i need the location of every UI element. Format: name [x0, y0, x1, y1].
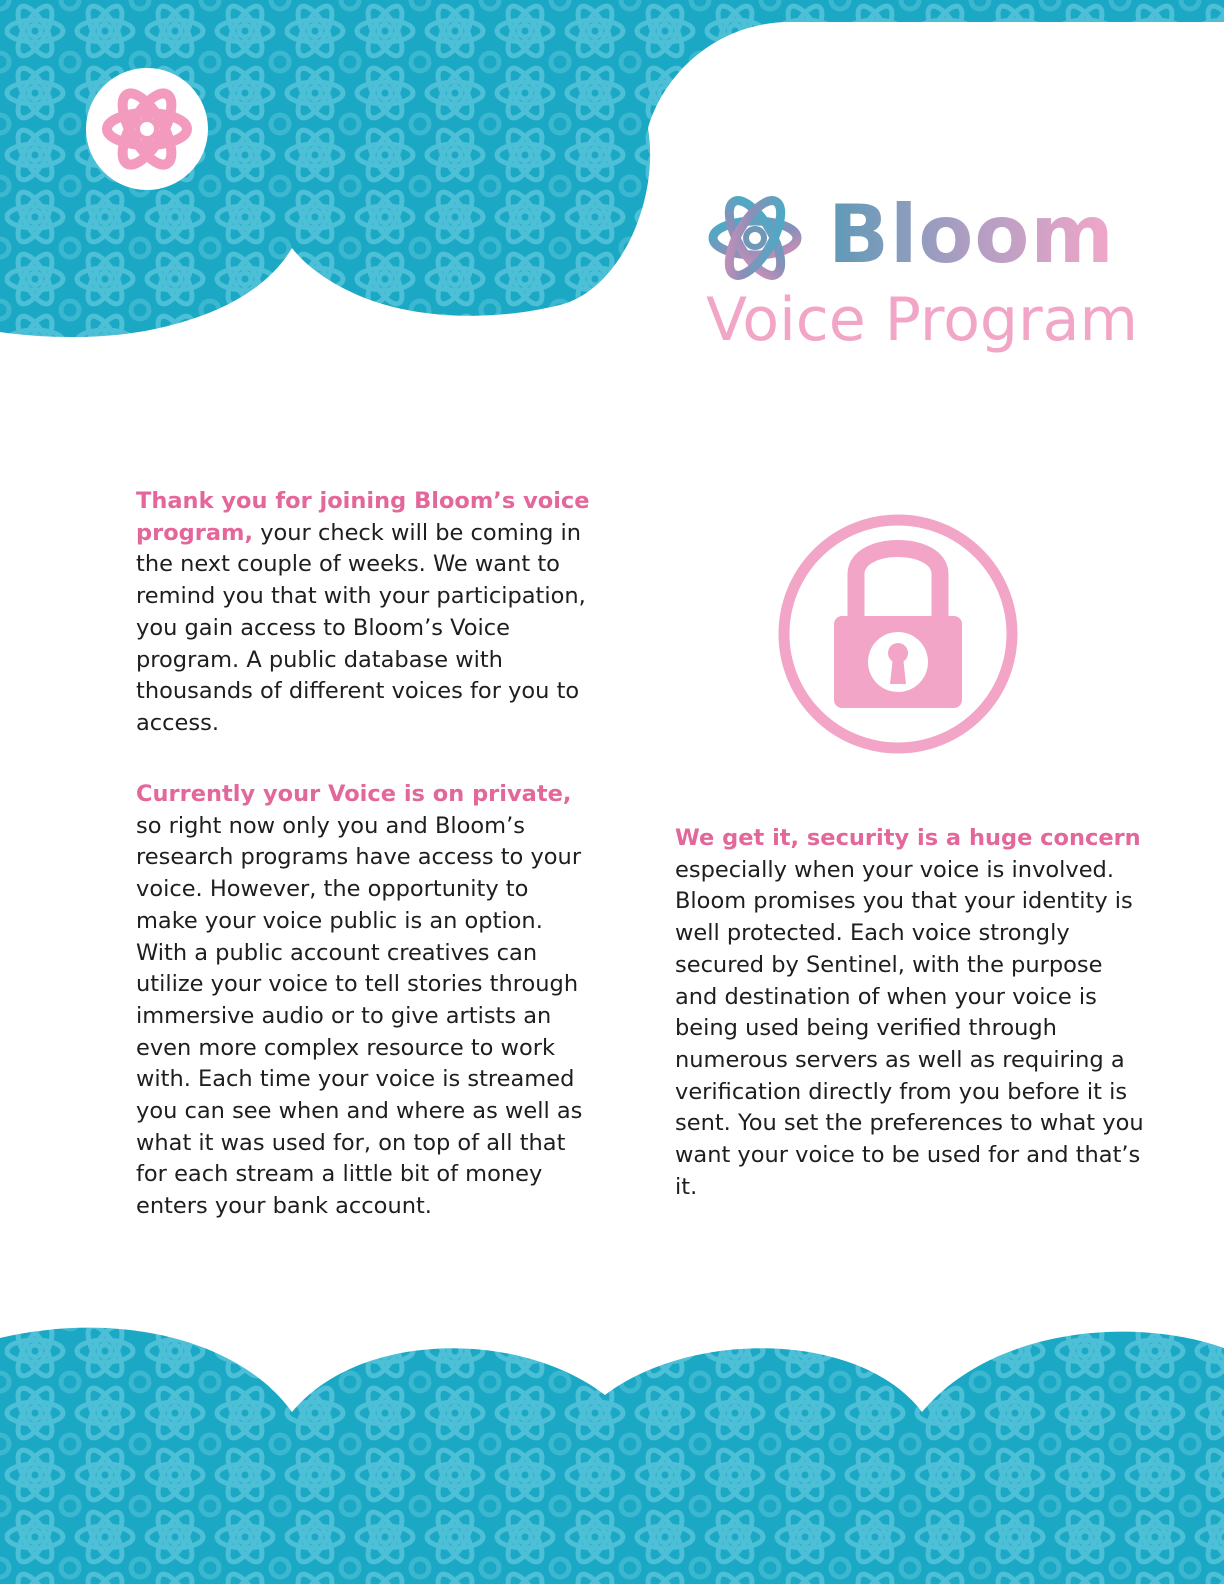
private-paragraph	[136, 779, 596, 1223]
private-lead: Currently your Voice is on private,	[136, 781, 572, 807]
bottom-pattern-band	[0, 1320, 1224, 1584]
brand-header	[706, 180, 1138, 355]
page-subtitle: Voice Program	[706, 285, 1138, 355]
security-lead: We get it, security is a huge concern	[675, 825, 1141, 851]
private-body: so right now only you and Bloom’s research programs have access to your voice. However, the opportunity to make your voice public is an option. With a public account creatives can utilize your voice to tell stories through immersive audio or to give artists an even more complex resource to work with. Each time your voice is streamed you can see when and where as well as what it was used for, on top of all that for each stream a little bit of money enters your bank account.	[136, 812, 583, 1220]
intro-paragraph	[136, 486, 596, 740]
padlock-icon	[776, 512, 1020, 756]
intro-body: your check will be coming in the next couple of weeks. We want to remind you that with your participation, you gain access to Bloom’s Voice program. A public database with thousands of different voices for you to access.	[136, 519, 586, 736]
brand-name: Bloom	[828, 180, 1115, 290]
flower-emblem-icon	[86, 68, 208, 190]
bloom-logo-icon	[706, 186, 804, 290]
intro-lead: Thank you for joining Bloom’s voice program,	[136, 488, 590, 546]
security-paragraph	[675, 823, 1145, 1203]
security-body: especially when your voice is involved. Bloom promises you that your identity is well protected. Each voice strongly secured by Sentinel, with the purpose and destination of when your voice is being used being verified through numerous servers as well as requiring a verification directly from you before it is sent. You set the preferences to what you want your voice to be used for and that’s it.	[675, 856, 1144, 1200]
